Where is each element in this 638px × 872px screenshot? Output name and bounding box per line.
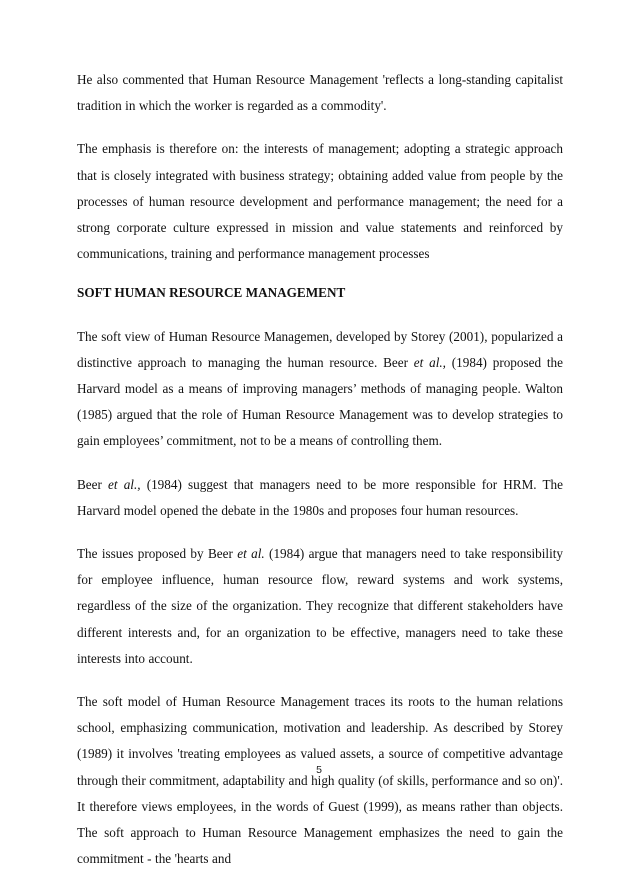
- paragraph-emphasis: [77, 136, 563, 267]
- paragraph-text: (1984) argue that managers need to take responsibility for employee influence, human resource flow, reward systems and work systems, regardless of the size of the organization. They recognize that different stakeholders have different interests and, for an organization to be effective, managers need to take these interests into account.: [77, 546, 563, 666]
- paragraph-soft-view: [77, 324, 563, 455]
- paragraph-text: The soft view of Human Resource Managemen, developed by Storey (2001), popularized a distinctive approach to managing the human resource. Beer: [77, 328, 563, 370]
- paragraph-text: (1984) suggest that managers need to be more responsible for HRM. The Harvard model opened the debate in the 1980s and proposes four human resources.: [77, 476, 563, 518]
- paragraph-spacer: [77, 455, 563, 472]
- paragraph-text: Beer: [77, 476, 109, 492]
- citation-et-al: et al.,: [108, 476, 141, 492]
- paragraph-text: The issues proposed by Beer: [77, 546, 238, 562]
- paragraph-spacer: [77, 267, 563, 280]
- paragraph-text: (1984) proposed the Harvard model as a means of improving managers’ methods of managing people. Walton (1985) argued that the role of Human Resource Management was to develop strategies to gain employees’ commitment, not to be a means of controlling them.: [77, 354, 563, 449]
- paragraph-issues: [77, 541, 563, 672]
- paragraph-harvard-model: [77, 472, 563, 524]
- page-number: 5: [316, 764, 322, 776]
- citation-et-al: et al.: [237, 546, 265, 562]
- paragraph-spacer: [77, 307, 563, 324]
- paragraph-text: He also commented that Human Resource Management 'reflects a long-standing capitalist tradition in which the worker is regarded as a commodity'.: [77, 72, 563, 114]
- paragraph-soft-model: [77, 689, 563, 872]
- section-heading: SOFT HUMAN RESOURCE MANAGEMENT: [77, 285, 346, 301]
- paragraph-text: The emphasis is therefore on: the interests of management; adopting a strategic approach that is closely integrated with business strategy; obtaining added value from people by the processes of human resource development and performance management; the need for a strong corporate culture expressed in mission and value statements and reinforced by communications, training and performance management processes: [77, 141, 563, 262]
- page-content: [77, 67, 563, 872]
- paragraph-spacer: [77, 524, 563, 541]
- paragraph-spacer: [77, 119, 563, 136]
- paragraph-spacer: [77, 672, 563, 689]
- citation-et-al: et al.,: [413, 354, 446, 370]
- paragraph-text: The soft model of Human Resource Management traces its roots to the human relations school, emphasizing communication, motivation and leadership. As described by Storey (1989) it involves 'treating employees as valued assets, a source of competitive advantage through their commitment, adaptability and high quality (of skills, performance and so on)'. It therefore views employees, in the words of Guest (1999), as means rather than objects. The soft approach to Human Resource Management emphasizes the need to gain the commitment - the 'hearts and: [77, 694, 563, 867]
- paragraph-commodity-quote: [77, 67, 563, 119]
